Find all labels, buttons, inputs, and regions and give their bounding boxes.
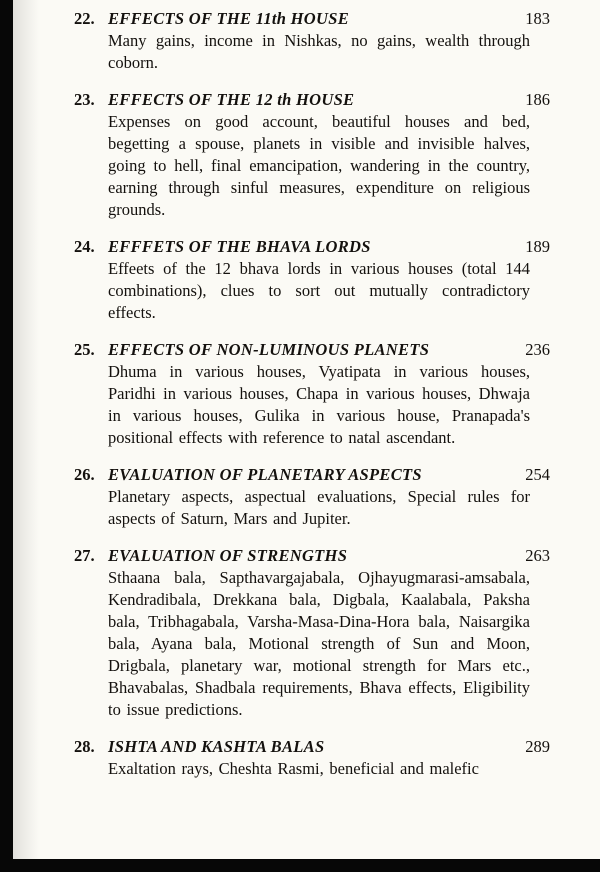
toc-entry — [74, 545, 550, 721]
chapter-number: 25. — [74, 340, 95, 359]
chapter-title: EVALUATION OF STRENGTHS — [108, 546, 348, 565]
chapter-page-number: 254 — [525, 465, 550, 484]
chapter-number: 26. — [74, 465, 95, 484]
toc-entry-heading — [74, 736, 550, 758]
toc-entry-heading — [74, 236, 550, 258]
chapter-number: 28. — [74, 737, 95, 756]
toc-entry — [74, 464, 550, 530]
chapter-description: Many gains, income in Nishkas, no gains, wealth through coborn. — [108, 31, 530, 72]
chapter-number: 23. — [74, 90, 95, 109]
chapter-title: EFFECTS OF THE 11th HOUSE — [108, 9, 350, 28]
toc-entry-heading — [74, 339, 550, 361]
toc-entry-heading — [74, 464, 550, 486]
scan-edge-bottom — [0, 859, 600, 872]
chapter-title: EFFFETS OF THE BHAVA LORDS — [108, 237, 371, 256]
chapter-description: Planetary aspects, aspectual evaluations, Special rules for aspects of Saturn, Mars and Jupiter. — [108, 487, 530, 528]
chapter-title: ISHTA AND KASHTA BALAS — [108, 737, 325, 756]
chapter-page-number: 183 — [525, 9, 550, 28]
table-of-contents — [74, 8, 550, 859]
scan-edge-left — [0, 0, 13, 872]
chapter-page-number: 186 — [525, 90, 550, 109]
toc-entry — [74, 736, 550, 780]
toc-entry-heading — [74, 89, 550, 111]
chapter-number: 24. — [74, 237, 95, 256]
chapter-description: Sthaana bala, Sapthavargajabala, Ojhayugmarasi-amsabala, Kendradibala, Drekkana bala, Digbala, Kaalabala, Paksha bala, Tribhagabala, Varsha-Masa-Dina-Hora bala, Naisargika bala, Ayana bala, Motional strength of Sun and Moon, Drigbala, planetary war, motional strength for Mars etc., Bhavabalas, Shadbala requirements, Bhava effects, Eligibility to issue predictions. — [108, 568, 530, 719]
chapter-title: EFFECTS OF NON-LUMINOUS PLANETS — [108, 340, 430, 359]
chapter-page-number: 189 — [525, 237, 550, 256]
toc-entry — [74, 89, 550, 221]
toc-entry-heading — [74, 545, 550, 567]
toc-entry — [74, 8, 550, 74]
chapter-page-number: 289 — [525, 737, 550, 756]
chapter-page-number: 263 — [525, 546, 550, 565]
toc-entry — [74, 236, 550, 324]
chapter-description: Expenses on good account, beautiful houses and bed, begetting a spouse, planets in visible and invisible halves, going to hell, final emancipation, wandering in the country, earning through sinful measures, expenditure on religious grounds. — [108, 112, 530, 219]
chapter-title: EFFECTS OF THE 12 th HOUSE — [108, 90, 355, 109]
chapter-number: 27. — [74, 546, 95, 565]
toc-entry-heading — [74, 8, 550, 30]
chapter-number: 22. — [74, 9, 95, 28]
chapter-description: Effeets of the 12 bhava lords in various houses (total 144 combinations), clues to sort out mutually contradictory effects. — [108, 259, 530, 322]
chapter-title: EVALUATION OF PLANETARY ASPECTS — [108, 465, 422, 484]
scan-edge-shadow — [13, 0, 39, 872]
chapter-description: Dhuma in various houses, Vyatipata in various houses, Paridhi in various houses, Chapa in various houses, Dhwaja in various houses, Gulika in various house, Pranapada's positional effects with reference to natal ascendant. — [108, 362, 530, 447]
chapter-page-number: 236 — [525, 340, 550, 359]
toc-entry — [74, 339, 550, 449]
chapter-description: Exaltation rays, Cheshta Rasmi, beneficial and malefic — [108, 759, 479, 778]
